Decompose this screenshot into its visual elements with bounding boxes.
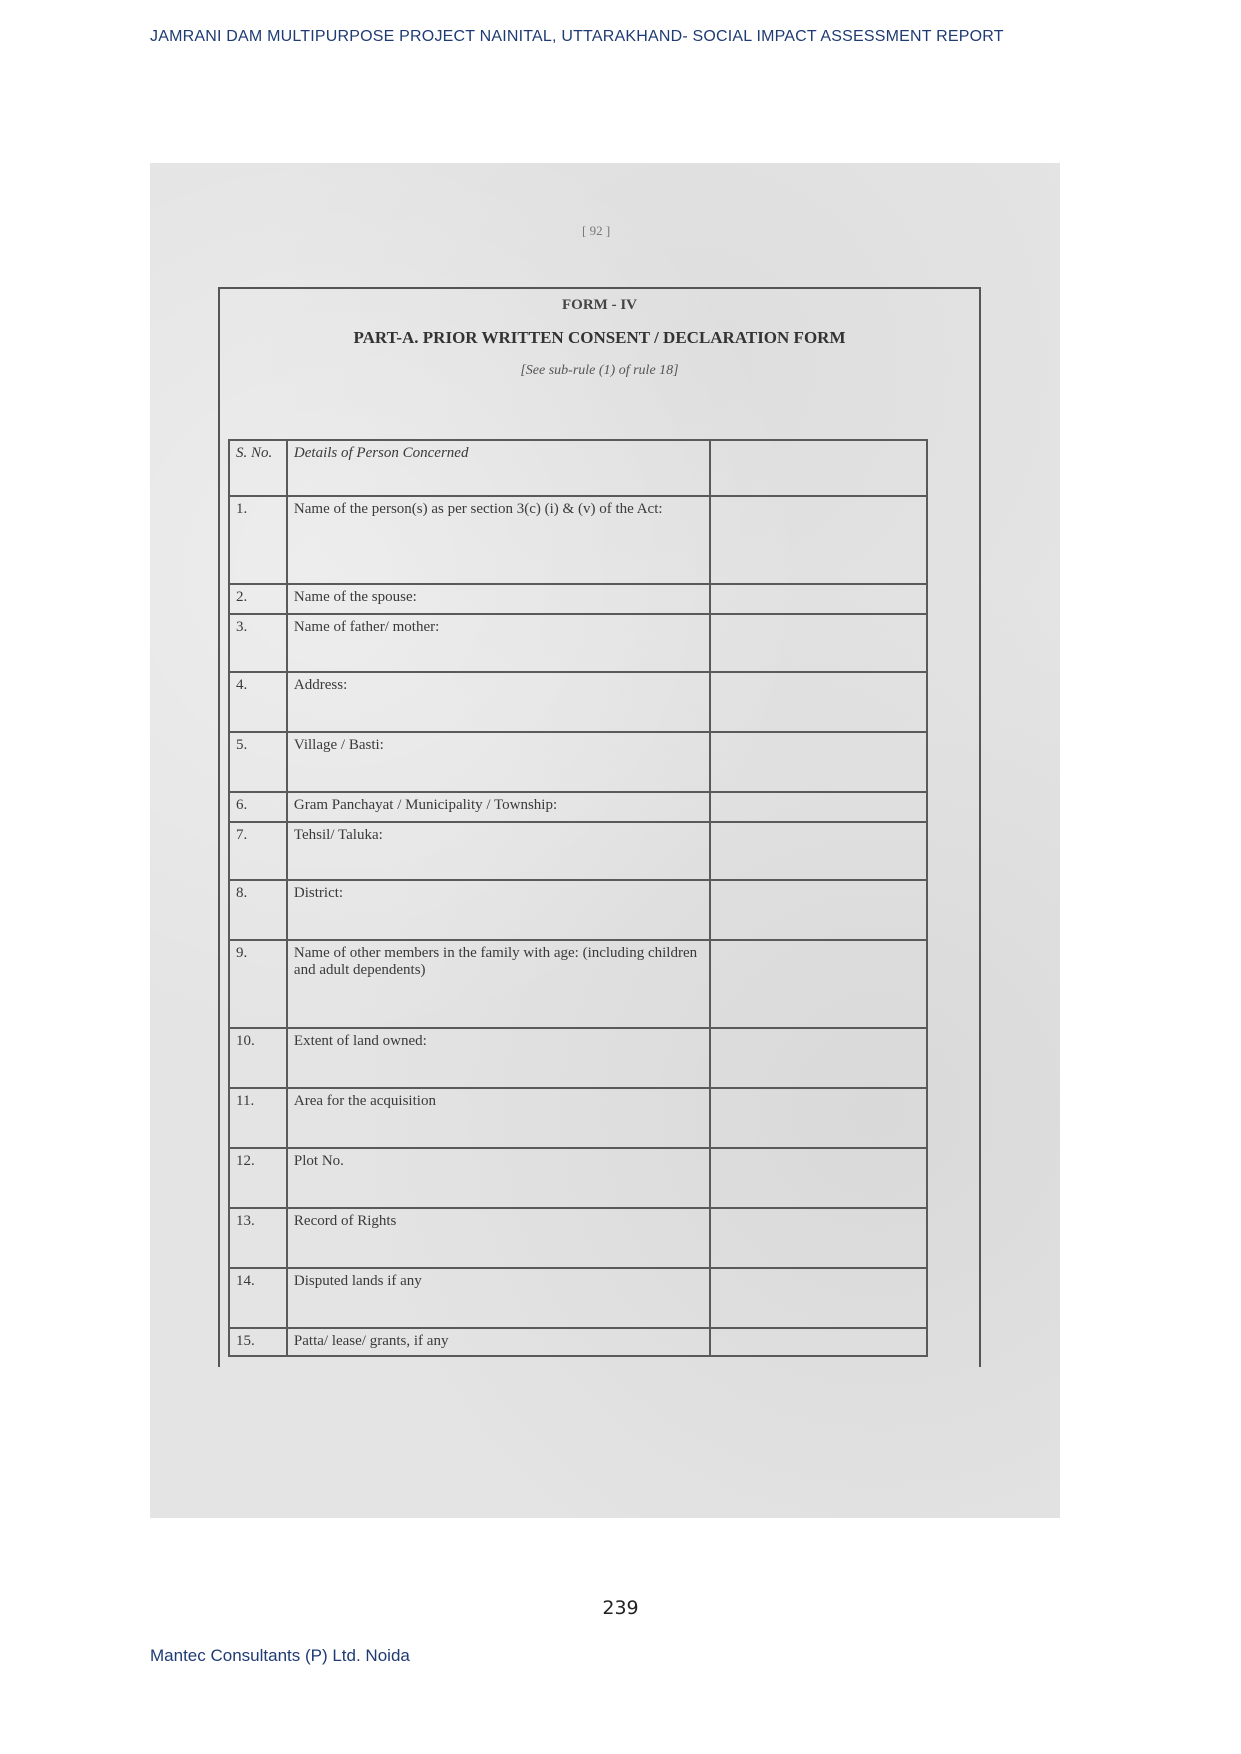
table-row xyxy=(229,792,927,822)
header-value xyxy=(710,440,927,496)
row-label: Plot No. xyxy=(287,1148,710,1208)
row-number: 11. xyxy=(229,1088,287,1148)
row-value xyxy=(710,822,927,880)
header-details: Details of Person Concerned xyxy=(287,440,710,496)
row-number: 12. xyxy=(229,1148,287,1208)
table-row xyxy=(229,1088,927,1148)
row-label: Gram Panchayat / Municipality / Township: xyxy=(287,792,710,822)
row-label: Extent of land owned: xyxy=(287,1028,710,1088)
table-row xyxy=(229,1028,927,1088)
table-row xyxy=(229,940,927,1028)
row-label: Village / Basti: xyxy=(287,732,710,792)
declaration-table xyxy=(228,439,928,1357)
row-value xyxy=(710,584,927,614)
table-row xyxy=(229,672,927,732)
scanned-form-image xyxy=(150,163,1060,1518)
table-row xyxy=(229,1268,927,1328)
row-value xyxy=(710,1268,927,1328)
table-row xyxy=(229,880,927,940)
row-value xyxy=(710,672,927,732)
row-number: 10. xyxy=(229,1028,287,1088)
row-label: Patta/ lease/ grants, if any xyxy=(287,1328,710,1356)
table-row xyxy=(229,732,927,792)
table-header-row xyxy=(229,440,927,496)
row-value xyxy=(710,1148,927,1208)
row-label: Name of the person(s) as per section 3(c) (i) & (v) of the Act: xyxy=(287,496,710,584)
scan-page-mark: [ 92 ] xyxy=(582,223,611,238)
row-number: 9. xyxy=(229,940,287,1028)
row-number: 7. xyxy=(229,822,287,880)
row-label: Record of Rights xyxy=(287,1208,710,1268)
form-subtitle: PART-A. PRIOR WRITTEN CONSENT / DECLARATION FORM xyxy=(353,328,846,347)
row-label: Name of father/ mother: xyxy=(287,614,710,672)
table-row xyxy=(229,822,927,880)
form-border xyxy=(218,287,981,1367)
row-label: Area for the acquisition xyxy=(287,1088,710,1148)
row-label: Name of the spouse: xyxy=(287,584,710,614)
row-number: 15. xyxy=(229,1328,287,1356)
row-number: 13. xyxy=(229,1208,287,1268)
row-label: District: xyxy=(287,880,710,940)
row-number: 3. xyxy=(229,614,287,672)
footer-company: Mantec Consultants (P) Ltd. Noida xyxy=(150,1646,410,1665)
row-value xyxy=(710,880,927,940)
row-value xyxy=(710,1328,927,1356)
row-number: 2. xyxy=(229,584,287,614)
row-label: Tehsil/ Taluka: xyxy=(287,822,710,880)
row-value xyxy=(710,792,927,822)
row-number: 8. xyxy=(229,880,287,940)
row-number: 1. xyxy=(229,496,287,584)
row-label: Name of other members in the family with age: (including children and adult dependents) xyxy=(287,940,710,1028)
row-label: Disputed lands if any xyxy=(287,1268,710,1328)
table-row xyxy=(229,1208,927,1268)
row-number: 4. xyxy=(229,672,287,732)
table-row xyxy=(229,496,927,584)
table-row xyxy=(229,1328,927,1356)
form-title: FORM - IV xyxy=(562,297,637,313)
row-number: 6. xyxy=(229,792,287,822)
page-number: 239 xyxy=(602,1597,639,1619)
row-value xyxy=(710,614,927,672)
form-rule-reference: [See sub-rule (1) of rule 18] xyxy=(520,363,679,378)
row-value xyxy=(710,1088,927,1148)
header-sno: S. No. xyxy=(229,440,287,496)
row-label: Address: xyxy=(287,672,710,732)
row-number: 5. xyxy=(229,732,287,792)
row-value xyxy=(710,1028,927,1088)
row-value xyxy=(710,940,927,1028)
table-row xyxy=(229,614,927,672)
report-header: JAMRANI DAM MULTIPURPOSE PROJECT NAINITAL, UTTARAKHAND- SOCIAL IMPACT ASSESSMENT REPORT xyxy=(150,28,1004,45)
table-row xyxy=(229,584,927,614)
row-number: 14. xyxy=(229,1268,287,1328)
row-value xyxy=(710,732,927,792)
row-value xyxy=(710,1208,927,1268)
table-row xyxy=(229,1148,927,1208)
row-value xyxy=(710,496,927,584)
